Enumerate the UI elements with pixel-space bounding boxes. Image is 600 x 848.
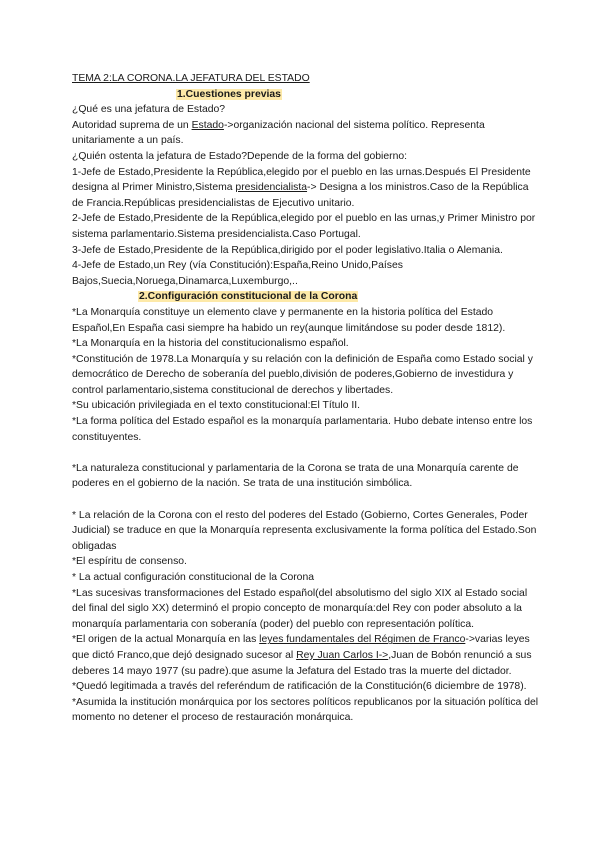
bullet-3: *Constitución de 1978.La Monarquía y su relación con la definición de España como Estado social y democrático de Derecho de soberanía del pueblo,división de poderes,Gobierno de investidura y control parlamentario,sistema constitucional de derechos y libertades. — [72, 353, 533, 396]
section-heading-1 — [72, 87, 540, 103]
question-2: ¿Quién ostenta la jefatura de Estado?Depende de la forma del gobierno: — [72, 150, 408, 162]
section-heading-2 — [72, 289, 540, 305]
bullet-11-text-3: ,Juan de Bobón renunció a sus deberes 14 mayo 1977 (su padre).que asume la Jefatura del Estado tras la muerte del dictador. — [72, 649, 532, 677]
bullet-11-text: *El origen de la actual Monarquía en las — [72, 634, 260, 646]
definition-paragraph — [72, 118, 540, 149]
document-body — [72, 71, 540, 726]
bullet-7: * La relación de la Corona con el resto del poderes del Estado (Gobierno, Cortes Generales, Poder Judicial) se traduce en que la Monarquía representa exclusivamente la forma política del Estado.Son obligadas — [72, 509, 537, 552]
bullet-11 — [72, 632, 540, 679]
presidencialista-link[interactable]: presidencialista — [235, 182, 308, 194]
bullet-12: *Quedó legitimada a través del referéndum de ratificación de la Constitución(6 diciembre de 1978). — [72, 681, 527, 693]
bullet-11-text-2: ->varias leyes que dictó Franco,que dejó designado sucesor al — [72, 634, 530, 661]
list-item-4: 4-Jefe de Estado,un Rey (vía Constitución):España,Reino Unido,Países Bajos,Suecia,Noruega,Dinamarca,Luxemburgo,.. — [72, 260, 403, 287]
list-item-1-text: 1-Jefe de Estado,Presidente la República,elegido por el pueblo en las urnas.Después El Presidente designa al Primer Ministro,Sistema — [72, 166, 531, 194]
spacer — [72, 445, 540, 461]
bullet-8: *El espíritu de consenso. — [72, 556, 187, 568]
rey-juan-carlos-link[interactable]: Rey Juan Carlos I-> — [296, 649, 389, 661]
heading-2-text: 2.Configuración constitucional de la Corona — [139, 291, 358, 303]
list-item-1 — [72, 165, 540, 212]
heading-1-text: 1.Cuestiones previas — [177, 88, 281, 100]
list-item-3: 3-Jefe de Estado,Presidente de la República,dirigido por el poder legislativo.Italia o Alemania. — [72, 244, 503, 256]
document-title: TEMA 2:LA CORONA.LA JEFATURA DEL ESTADO — [72, 73, 310, 84]
definition-text-2: ->organización nacional del sistema político. Representa unitariamente a un país. — [72, 119, 485, 147]
spacer — [72, 492, 540, 508]
bullet-10: *Las sucesivas transformaciones del Estado español(del absolutismo del siglo XIX al Estado social del final del siglo XX) determinó el propio concepto de monarquía:del Rey con poder absoluto a la monarquía parlamentaria con soberanía (poder) del pueblo con representación política. — [72, 587, 528, 630]
list-item-2: 2-Jefe de Estado,Presidente de la República,elegido por el pueblo en las urnas,y Primer Ministro por sistema parlamentario.Sistema presidencialista.Caso Portugal. — [72, 213, 536, 240]
estado-link[interactable]: Estado — [191, 119, 224, 131]
bullet-5: *La forma política del Estado español es la monarquía parlamentaria. Hubo debate intenso entre los constituyentes. — [72, 416, 533, 443]
bullet-9: * La actual configuración constitucional de la Corona — [72, 572, 315, 583]
bullet-2: *La Monarquía en la historia del constitucionalismo español. — [72, 338, 349, 350]
bullet-1: *La Monarquía constituye un elemento clave y permanente en la historia política del Estado Español,En España casi siempre ha habido un rey(aunque limitándose su poder desde 1812). — [72, 306, 506, 334]
list-item-1-text-2: -> Designa a los ministros.Caso de la República de Francia.Repúblicas presidencialistas de Ejecutivo unitario. — [72, 182, 529, 209]
leyes-fundamentales-link[interactable]: leyes fundamentales del Régimen de Franco — [259, 634, 466, 646]
definition-text: Autoridad suprema de un — [72, 119, 192, 131]
bullet-6: *La naturaleza constitucional y parlamentaria de la Corona se trata de una Monarquía carente de poderes en el gobierno de la nación. Se trata de una institución simbólica. — [72, 462, 519, 490]
question-1: ¿Qué es una jefatura de Estado? — [72, 104, 226, 116]
bullet-13: *Asumida la institución monárquica por los sectores políticos republicanos por la situación política del momento no detener el proceso de restauración monárquica. — [72, 696, 539, 724]
bullet-4: *Su ubicación privilegiada en el texto constitucional:El Título II. — [72, 400, 361, 412]
